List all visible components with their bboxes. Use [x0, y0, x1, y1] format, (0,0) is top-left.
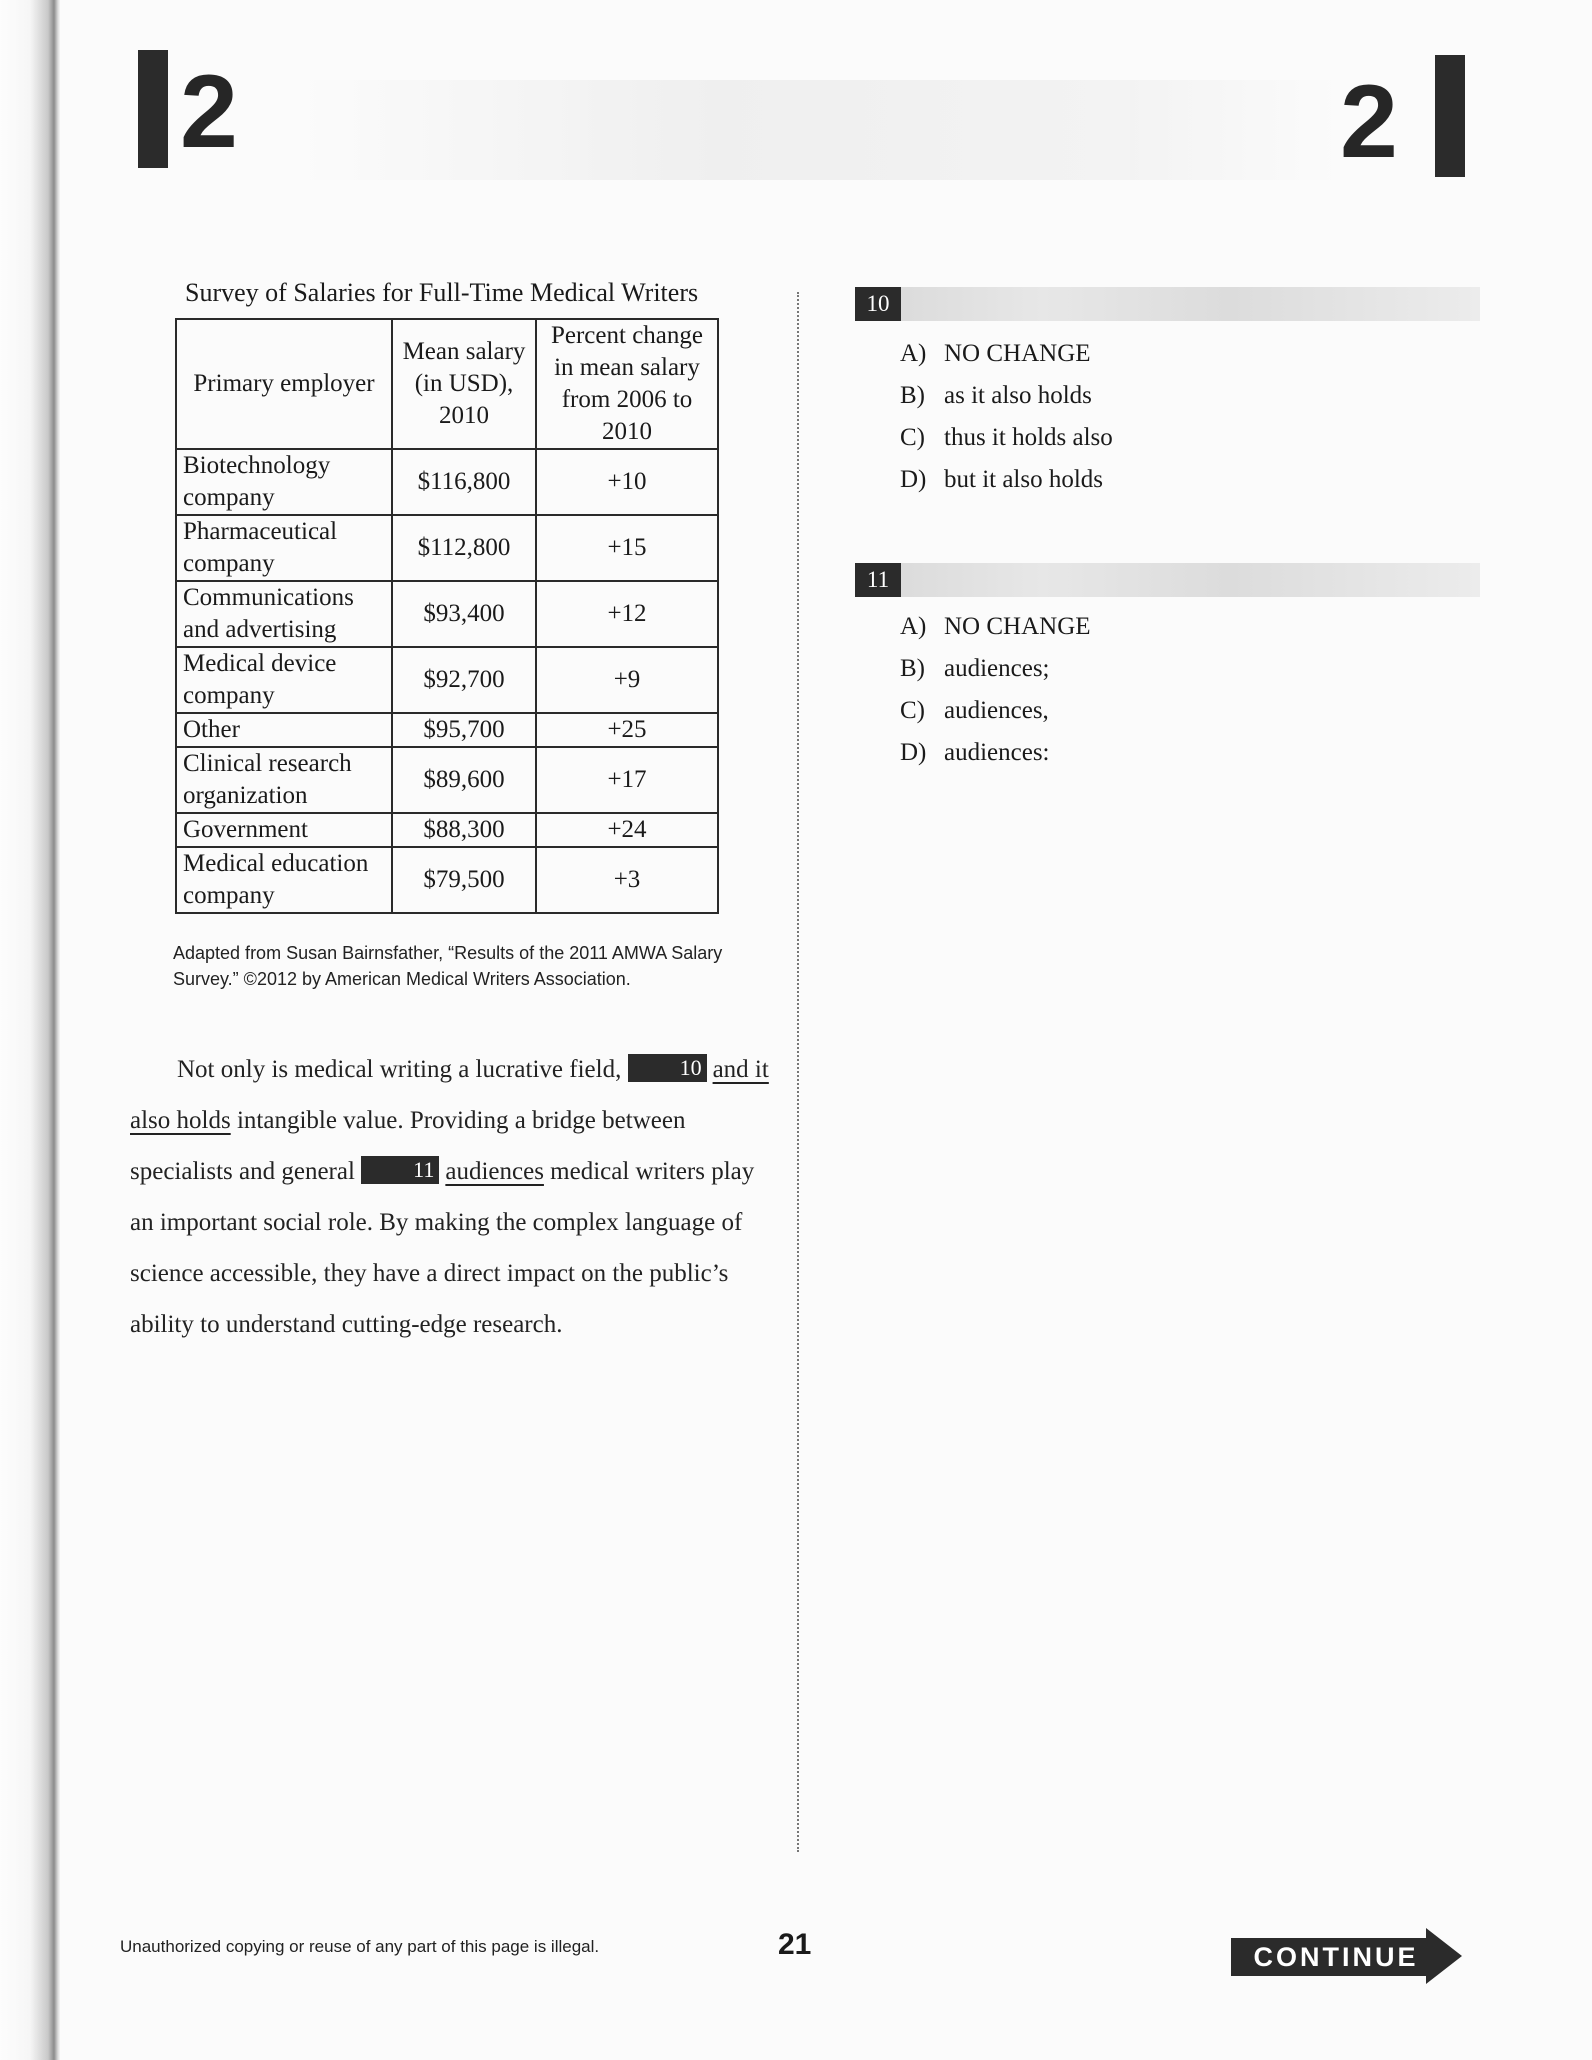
choice-text: but it also holds: [944, 466, 1104, 493]
answer-choice[interactable]: [900, 417, 1113, 459]
employer-cell: Other: [176, 713, 392, 747]
change-cell: +9: [536, 647, 718, 713]
question-header-10: [855, 287, 1480, 321]
answer-choice[interactable]: [900, 690, 1091, 732]
salary-cell: $88,300: [392, 813, 536, 847]
change-cell: +24: [536, 813, 718, 847]
page-number: 21: [778, 1928, 812, 1961]
salary-cell: $116,800: [392, 449, 536, 515]
choice-letter: C): [900, 424, 925, 451]
salary-cell: $95,700: [392, 713, 536, 747]
table-title: Survey of Salaries for Full-Time Medical Writers: [185, 278, 699, 307]
change-cell: +15: [536, 515, 718, 581]
choice-text: audiences:: [944, 739, 1050, 766]
column-header: Mean salary (in USD), 2010: [392, 319, 536, 449]
passage-paragraph: [130, 1044, 770, 1350]
question-marker-11: 11: [361, 1156, 439, 1184]
salary-table: [175, 318, 719, 914]
table-source-citation: Adapted from Susan Bairnsfather, “Results of the 2011 AMWA Salary Survey.” ©2012 by American Medical Writers Association.: [173, 943, 723, 989]
table-row: [176, 813, 718, 847]
salary-cell: $92,700: [392, 647, 536, 713]
salary-cell: $93,400: [392, 581, 536, 647]
table-row: [176, 747, 718, 813]
continue-arrow: [1231, 1928, 1463, 1984]
choice-letter: B): [900, 382, 925, 409]
answer-choices-10: [900, 333, 1113, 501]
change-cell: +25: [536, 713, 718, 747]
section-bar-left: [138, 50, 168, 168]
change-cell: +17: [536, 747, 718, 813]
question-band: [855, 287, 1480, 321]
choice-text: audiences;: [944, 655, 1050, 682]
choice-text: as it also holds: [944, 382, 1092, 409]
employer-cell: Government: [176, 813, 392, 847]
table-row: [176, 449, 718, 515]
employer-cell: Communications and advertising: [176, 581, 392, 647]
employer-cell: Clinical research organization: [176, 747, 392, 813]
answer-choice[interactable]: [900, 732, 1091, 774]
section-number-right: 2: [1340, 64, 1398, 180]
passage: [130, 1044, 770, 1350]
underlined-text-q10: and it also holds: [130, 1056, 769, 1134]
choice-letter: A): [900, 340, 927, 367]
section-bar-right: [1435, 55, 1465, 177]
passage-text: medical writers play an important social role. By making the complex language of science accessible, they have a direct impact on the public’s ability to understand cutting-edge research.: [130, 1158, 755, 1338]
change-cell: +3: [536, 847, 718, 913]
choice-letter: D): [900, 466, 927, 493]
question-number: 11: [855, 563, 901, 597]
question-number: 10: [855, 287, 901, 321]
employer-cell: Biotechnology company: [176, 449, 392, 515]
table-row: [176, 713, 718, 747]
table-row: [176, 581, 718, 647]
answer-choices-11: [900, 606, 1091, 774]
column-header: Primary employer: [176, 319, 392, 449]
salary-cell: $89,600: [392, 747, 536, 813]
choice-letter: B): [900, 655, 925, 682]
choice-text: NO CHANGE: [944, 340, 1091, 367]
question-header-11: [855, 563, 1480, 597]
choice-text: NO CHANGE: [944, 613, 1091, 640]
table-header-row: [176, 319, 718, 449]
answer-choice[interactable]: [900, 606, 1091, 648]
salary-cell: $112,800: [392, 515, 536, 581]
copyright-notice: Unauthorized copying or reuse of any part of this page is illegal.: [120, 1937, 600, 1956]
question-marker-10: 10: [628, 1054, 707, 1082]
passage-text: intangible value. Providing a bridge between specialists and general: [130, 1107, 686, 1185]
employer-cell: Medical education company: [176, 847, 392, 913]
continue-label: CONTINUE: [1253, 1942, 1419, 1972]
answer-choice[interactable]: [900, 459, 1113, 501]
change-cell: +10: [536, 449, 718, 515]
choice-letter: A): [900, 613, 927, 640]
choice-text: audiences,: [944, 697, 1049, 724]
page-binding-shadow: [0, 0, 60, 2060]
choice-letter: D): [900, 739, 927, 766]
table-row: [176, 647, 718, 713]
header-band: [300, 80, 1340, 180]
column-header: Percent change in mean salary from 2006 to 2010: [536, 319, 718, 449]
employer-cell: Pharmaceutical company: [176, 515, 392, 581]
answer-choice[interactable]: [900, 648, 1091, 690]
question-band: [855, 563, 1480, 597]
choice-text: thus it holds also: [944, 424, 1113, 451]
table-row: [176, 515, 718, 581]
employer-cell: Medical device company: [176, 647, 392, 713]
answer-choice[interactable]: [900, 333, 1113, 375]
choice-letter: C): [900, 697, 925, 724]
salary-cell: $79,500: [392, 847, 536, 913]
passage-text: Not only is medical writing a lucrative field,: [177, 1056, 628, 1083]
change-cell: +12: [536, 581, 718, 647]
underlined-text-q11: audiences: [445, 1158, 544, 1185]
column-divider: [797, 292, 799, 1852]
section-number-left: 2: [180, 54, 238, 170]
table-row: [176, 847, 718, 913]
answer-choice[interactable]: [900, 375, 1113, 417]
